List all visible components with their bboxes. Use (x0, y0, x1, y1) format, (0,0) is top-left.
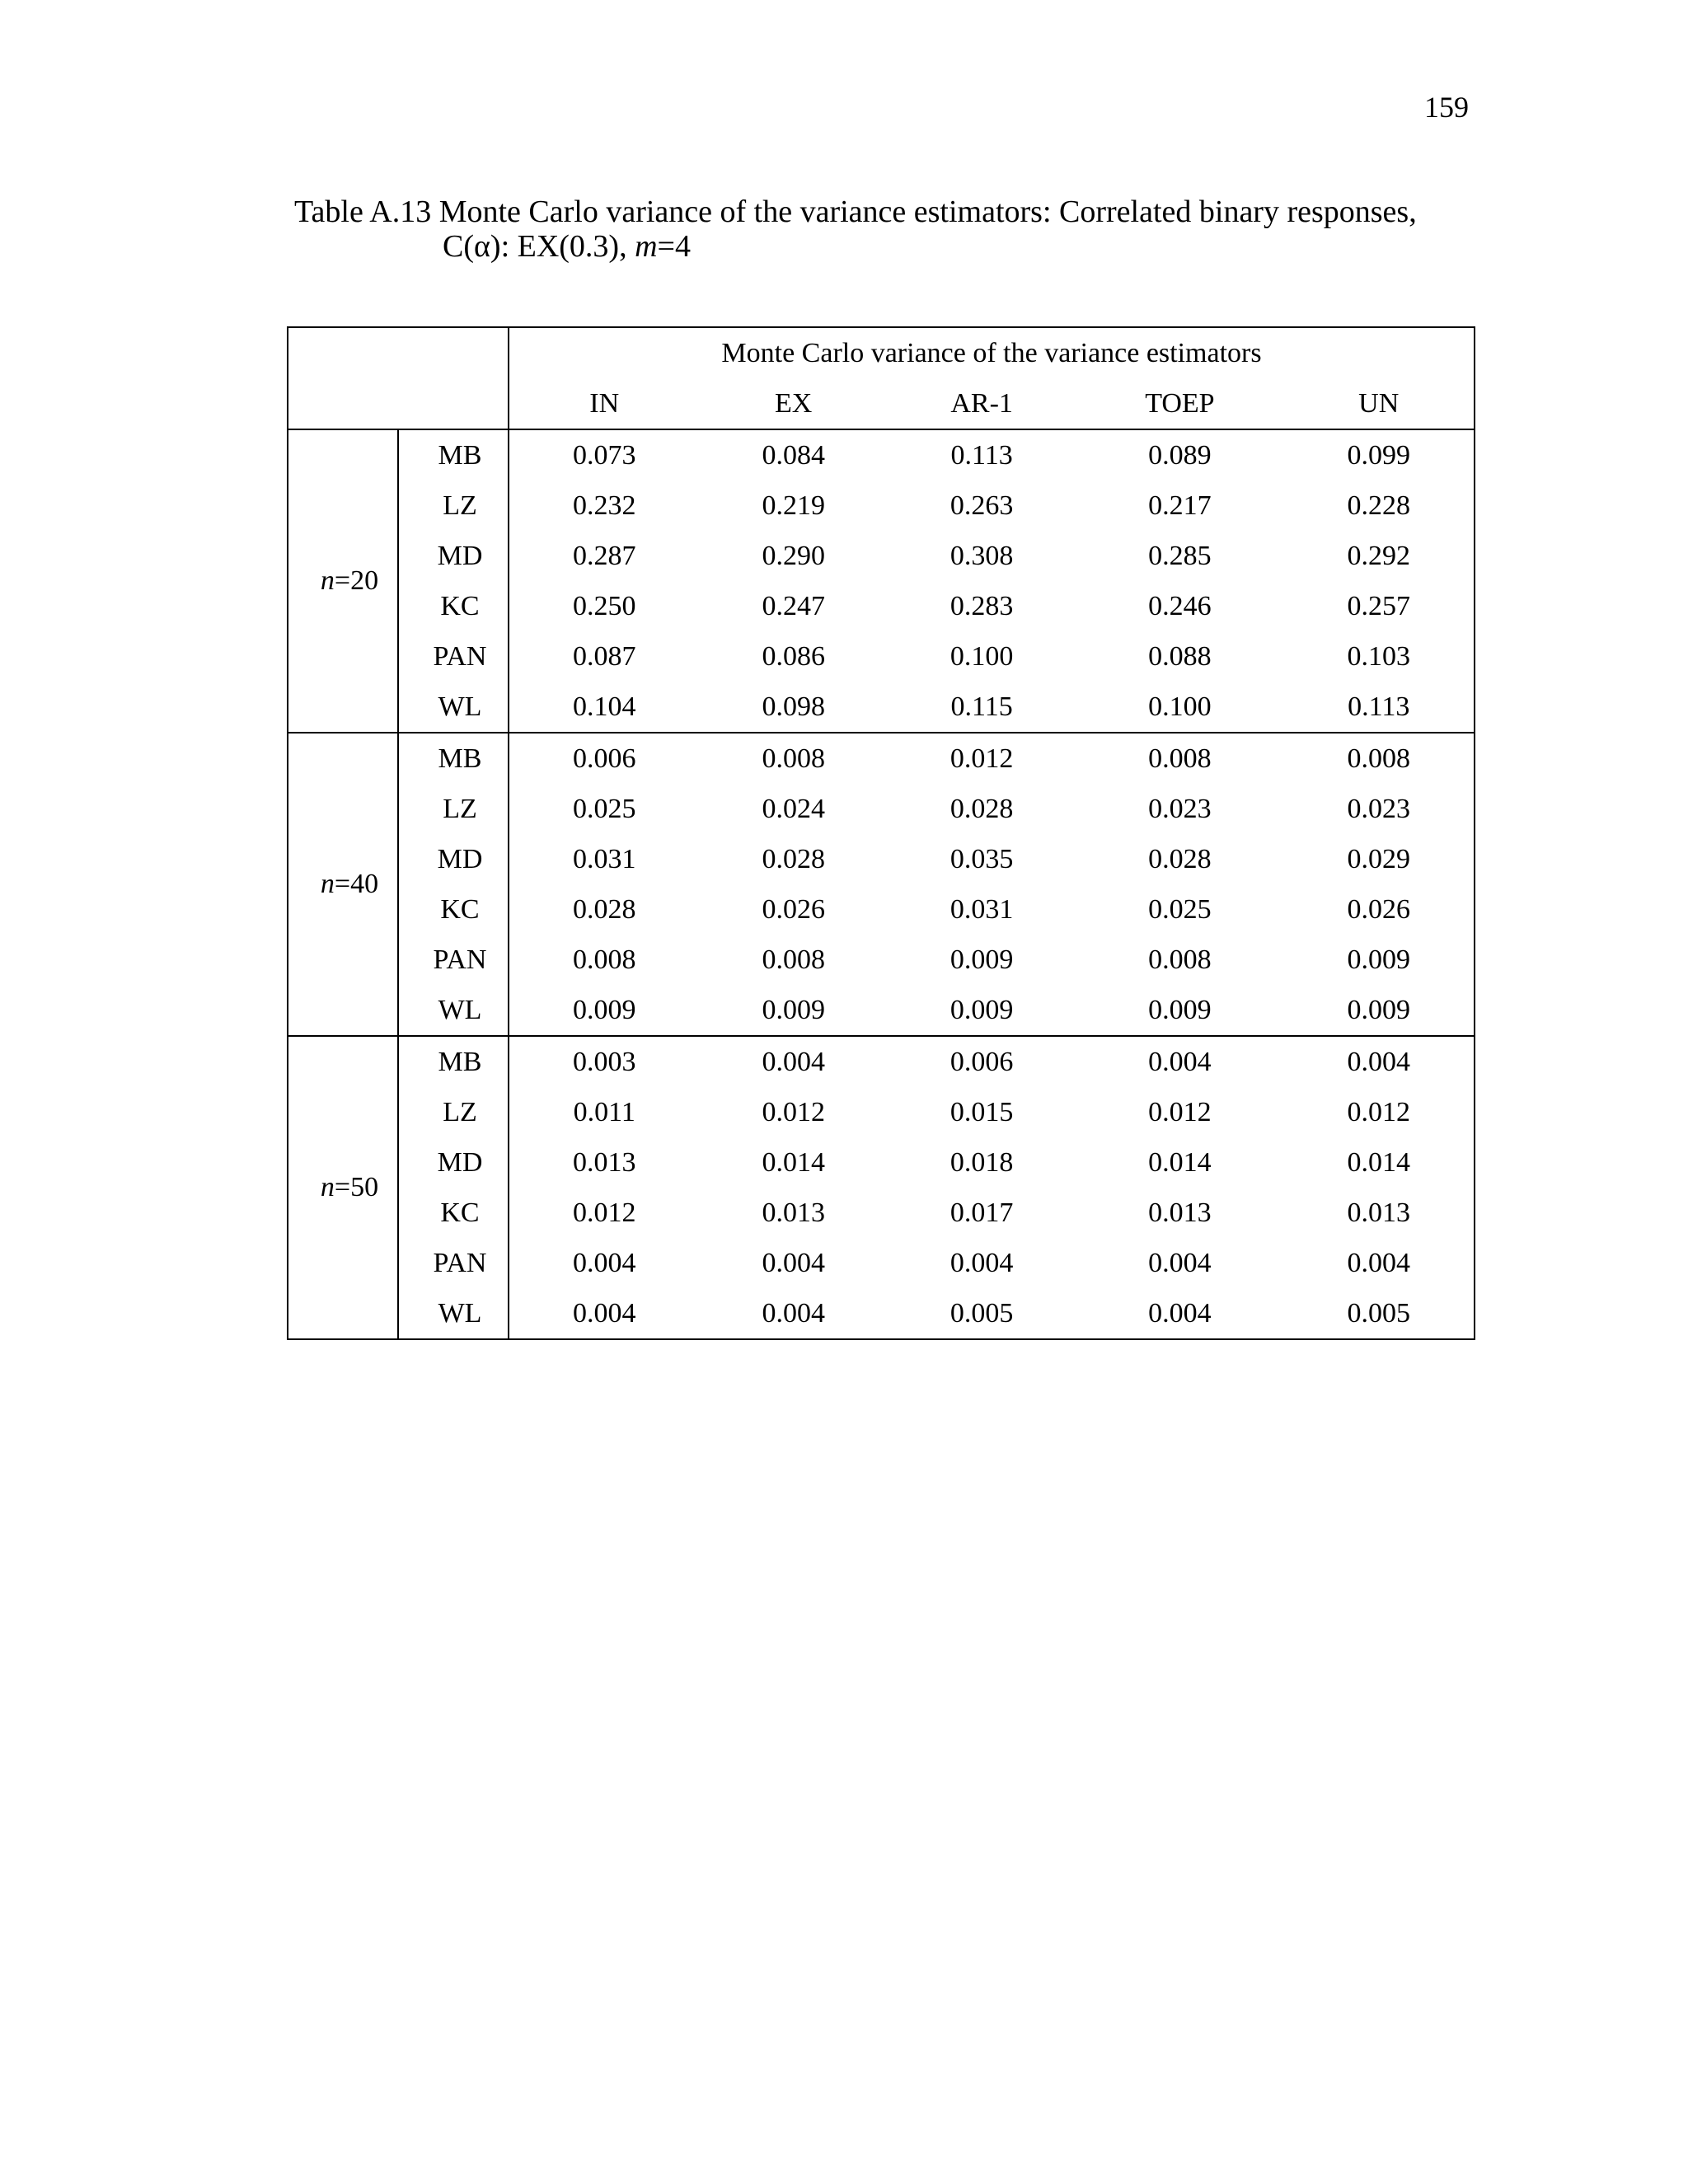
table-cell: 0.023 (1148, 793, 1212, 824)
table-cell: 0.283 (950, 590, 1014, 621)
table-cell: 0.026 (1283, 884, 1475, 935)
table-cell: 0.031 (950, 893, 1014, 925)
column-header: UN (1283, 378, 1475, 429)
estimator-label: PAN (398, 631, 509, 682)
table-cell: 0.012 (572, 1197, 636, 1228)
table-body (288, 429, 1475, 1339)
table-row (288, 1288, 1475, 1339)
table-cell: 0.009 (1283, 985, 1475, 1036)
table-row (288, 1036, 1475, 1087)
table-cell: 0.031 (572, 843, 636, 874)
table-cell: 0.005 (1283, 1288, 1475, 1339)
column-header: EX (699, 378, 887, 429)
table-cell: 0.004 (1076, 1288, 1283, 1339)
table-cell: 0.228 (1283, 480, 1475, 531)
table-row (288, 1238, 1475, 1288)
table-cell: 0.257 (1283, 581, 1475, 631)
table-cell: 0.035 (950, 843, 1014, 874)
table-cell: 0.013 (1148, 1197, 1212, 1228)
table-cell: 0.004 (762, 1247, 825, 1278)
table-cell: 0.029 (1283, 834, 1475, 884)
estimator-label: KC (398, 1188, 509, 1238)
table-cell: 0.263 (950, 490, 1014, 521)
table-cell: 0.004 (509, 1288, 699, 1339)
caption-line-2-prefix: C(α): EX(0.3), (443, 229, 635, 264)
table-cell: 0.005 (888, 1288, 1076, 1339)
table-cell: 0.086 (762, 640, 825, 672)
column-header: TOEP (1076, 378, 1283, 429)
table-cell: 0.015 (950, 1096, 1014, 1127)
table-cell: 0.103 (1283, 631, 1475, 682)
table-cell: 0.024 (762, 793, 825, 824)
table-cell: 0.026 (762, 893, 825, 925)
estimator-label: KC (398, 581, 509, 631)
estimator-label: MD (398, 531, 509, 581)
sample-size-value: =20 (334, 565, 379, 596)
table-cell: 0.028 (1148, 843, 1212, 874)
table-cell: 0.008 (1283, 733, 1475, 784)
table-cell: 0.009 (1076, 985, 1283, 1036)
table-row (288, 631, 1475, 682)
caption-line-1: Table A.13 Monte Carlo variance of the variance estimators: Correlated binary responses, (294, 194, 1417, 229)
sample-size-label (288, 429, 398, 733)
table-cell: 0.247 (762, 590, 825, 621)
table-cell: 0.099 (1283, 429, 1475, 480)
table-cell: 0.009 (509, 985, 699, 1036)
table-cell: 0.084 (762, 439, 825, 471)
table-row (288, 834, 1475, 884)
table-cell: 0.008 (1148, 944, 1212, 975)
table-row (288, 784, 1475, 834)
table-cell: 0.004 (1283, 1238, 1475, 1288)
table-cell: 0.014 (762, 1146, 825, 1178)
estimator-label: MB (398, 429, 509, 480)
table-cell: 0.028 (950, 793, 1014, 824)
table-cell: 0.004 (572, 1247, 636, 1278)
estimator-label: MD (398, 834, 509, 884)
table-cell: 0.013 (1283, 1188, 1475, 1238)
header-title: Monte Carlo variance of the variance estimators (509, 327, 1475, 378)
table-caption (294, 194, 1481, 264)
table-cell: 0.113 (950, 439, 1013, 471)
estimator-label: MB (398, 733, 509, 784)
table-row (288, 884, 1475, 935)
estimator-label: MB (398, 1036, 509, 1087)
sample-size-label (288, 733, 398, 1036)
sample-size-value: =40 (334, 869, 379, 899)
table-cell: 0.004 (950, 1247, 1014, 1278)
table-cell: 0.012 (762, 1096, 825, 1127)
table-cell: 0.100 (950, 640, 1014, 672)
table-cell: 0.004 (1283, 1036, 1475, 1087)
table-cell: 0.012 (1283, 1087, 1475, 1137)
table-cell: 0.088 (1148, 640, 1212, 672)
table-row (288, 581, 1475, 631)
table-cell: 0.232 (572, 490, 636, 521)
table-cell: 0.287 (572, 540, 636, 571)
estimator-label: MD (398, 1137, 509, 1188)
table-row (288, 733, 1475, 784)
estimator-label: WL (398, 985, 509, 1036)
table-cell: 0.011 (573, 1096, 635, 1127)
table-cell: 0.073 (572, 439, 636, 471)
table-cell: 0.012 (950, 743, 1014, 774)
table-cell: 0.285 (1148, 540, 1212, 571)
table-cell: 0.115 (888, 682, 1076, 733)
column-header: IN (509, 378, 699, 429)
table-row (288, 1087, 1475, 1137)
table-cell: 0.008 (762, 743, 825, 774)
table-cell: 0.006 (950, 1046, 1014, 1077)
table-cell: 0.004 (699, 1288, 887, 1339)
table-cell: 0.025 (1148, 893, 1212, 925)
table-cell: 0.017 (950, 1197, 1014, 1228)
estimator-label: PAN (398, 935, 509, 985)
sample-size-variable: n (320, 1172, 335, 1202)
table-row (288, 1137, 1475, 1188)
table-cell: 0.003 (572, 1046, 636, 1077)
table-cell: 0.113 (1283, 682, 1475, 733)
table-cell: 0.014 (1148, 1146, 1212, 1178)
table-cell: 0.009 (950, 944, 1014, 975)
estimator-label: LZ (398, 784, 509, 834)
table-cell: 0.012 (1148, 1096, 1212, 1127)
table-cell: 0.025 (572, 793, 636, 824)
table-cell: 0.008 (572, 944, 636, 975)
table-cell: 0.290 (762, 540, 825, 571)
table-cell: 0.089 (1148, 439, 1212, 471)
table-cell: 0.292 (1283, 531, 1475, 581)
caption-line-2-suffix: =4 (657, 229, 691, 264)
estimator-label: PAN (398, 1238, 509, 1288)
table-row (288, 935, 1475, 985)
table-cell: 0.098 (699, 682, 887, 733)
table-cell: 0.023 (1283, 784, 1475, 834)
table-cell: 0.008 (1148, 743, 1212, 774)
table-cell: 0.018 (950, 1146, 1014, 1178)
table-cell: 0.009 (888, 985, 1076, 1036)
estimator-label: WL (398, 682, 509, 733)
table-cell: 0.013 (762, 1197, 825, 1228)
caption-m-variable: m (635, 229, 658, 264)
table-cell: 0.004 (762, 1046, 825, 1077)
table-row (288, 429, 1475, 480)
table-row (288, 480, 1475, 531)
table-cell: 0.246 (1148, 590, 1212, 621)
table-row (288, 1188, 1475, 1238)
table-row (288, 985, 1475, 1036)
sample-size-variable: n (320, 869, 335, 899)
column-header: AR-1 (888, 378, 1076, 429)
table-cell: 0.217 (1148, 490, 1212, 521)
table-cell: 0.009 (1283, 935, 1475, 985)
table-cell: 0.004 (1148, 1247, 1212, 1278)
estimator-label: KC (398, 884, 509, 935)
table-cell: 0.308 (950, 540, 1014, 571)
corner-cell (288, 327, 509, 429)
table-cell: 0.008 (762, 944, 825, 975)
page-number: 159 (1424, 91, 1469, 124)
table-row (288, 531, 1475, 581)
table-row (288, 682, 1475, 733)
table-cell: 0.250 (572, 590, 636, 621)
table-cell: 0.004 (1148, 1046, 1212, 1077)
estimator-label: WL (398, 1288, 509, 1339)
caption-line-2 (294, 229, 1481, 264)
estimator-label: LZ (398, 480, 509, 531)
table-cell: 0.028 (572, 893, 636, 925)
sample-size-label (288, 1036, 398, 1339)
table-cell: 0.219 (762, 490, 825, 521)
table-cell: 0.104 (509, 682, 699, 733)
table-cell: 0.087 (572, 640, 636, 672)
table-cell: 0.014 (1283, 1137, 1475, 1188)
estimator-label: LZ (398, 1087, 509, 1137)
results-table (287, 326, 1475, 1340)
table-cell: 0.028 (762, 843, 825, 874)
sample-size-variable: n (320, 565, 335, 596)
table-cell: 0.006 (572, 743, 636, 774)
table-cell: 0.013 (572, 1146, 636, 1178)
sample-size-value: =50 (334, 1172, 379, 1202)
header-row-title (288, 327, 1475, 378)
table-cell: 0.009 (699, 985, 887, 1036)
table-cell: 0.100 (1076, 682, 1283, 733)
